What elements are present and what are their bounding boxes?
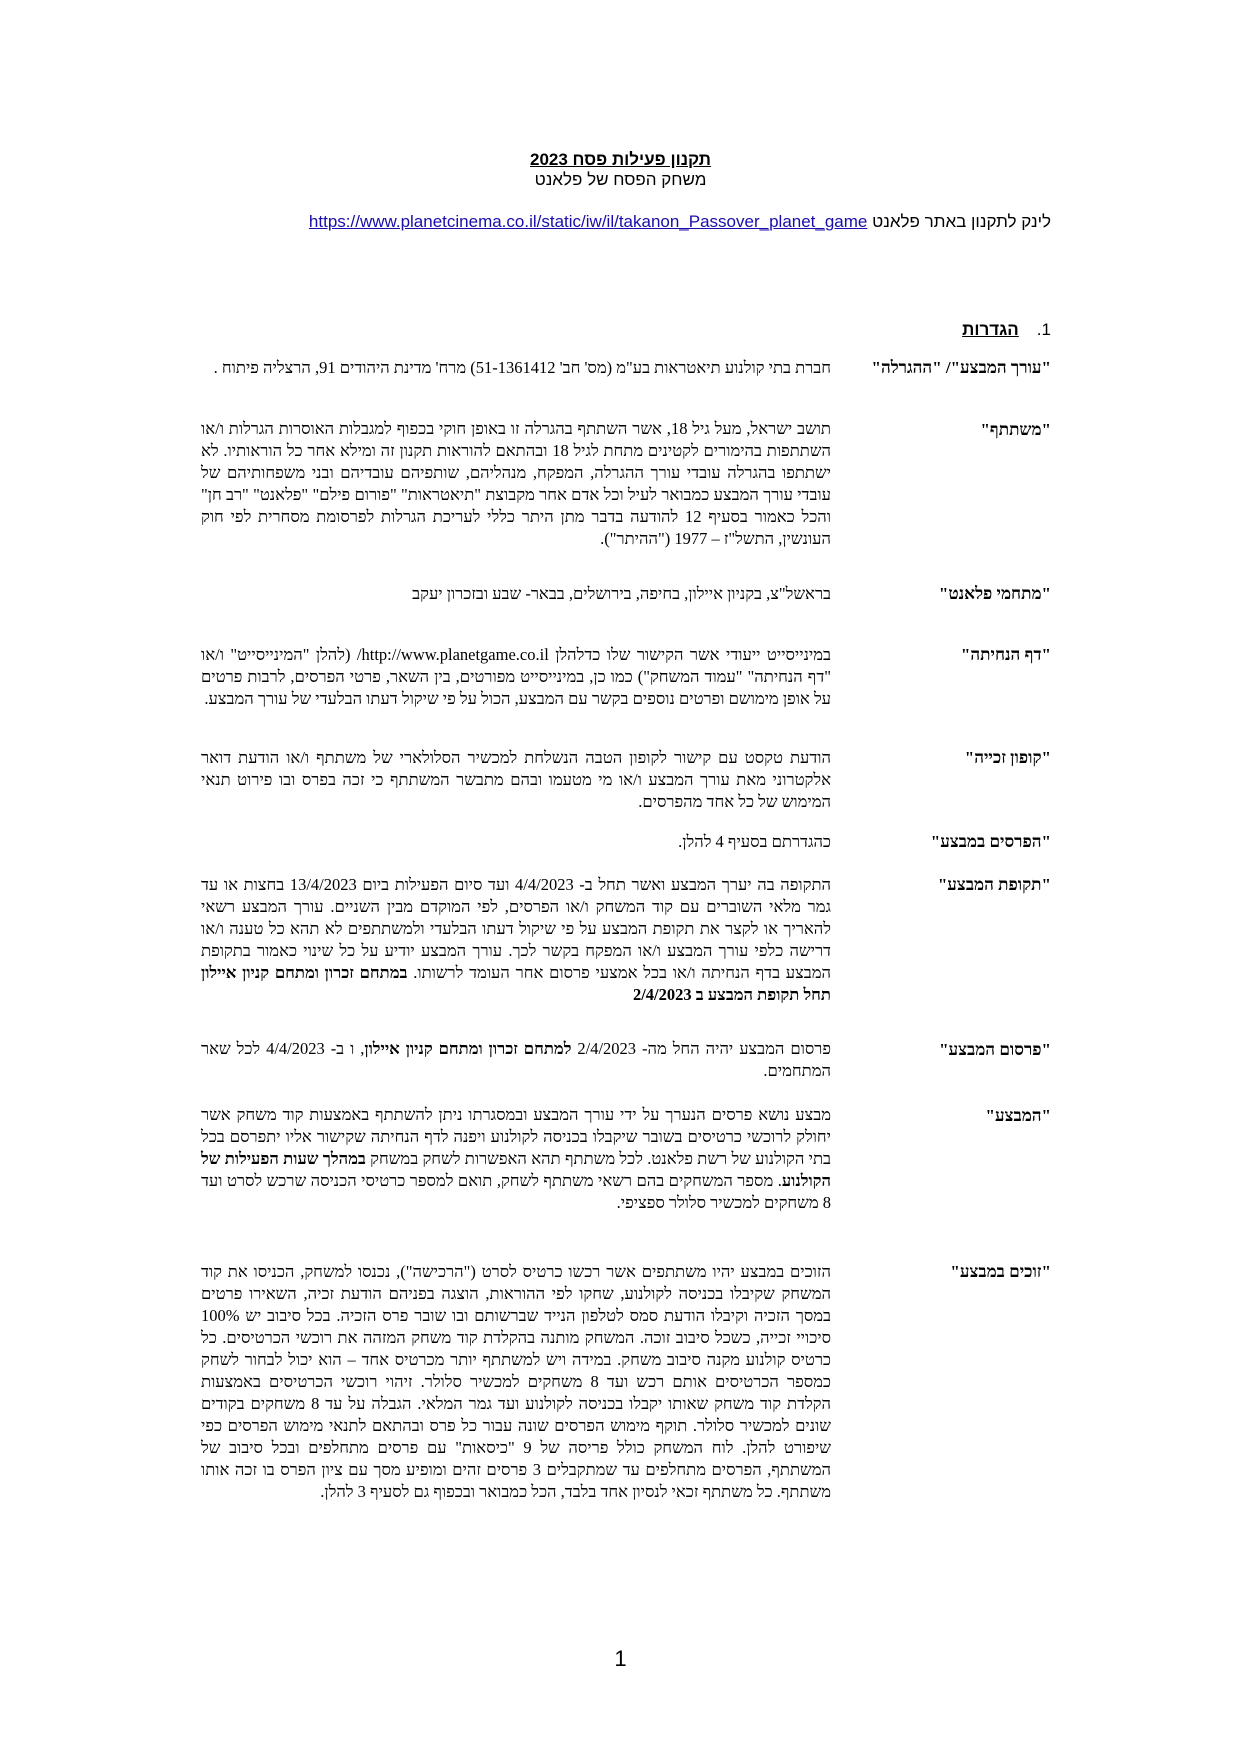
- takanon-link[interactable]: https://www.planetcinema.co.il/static/iw/il/takanon_Passover_planet_game: [308, 212, 868, 231]
- document-title: תקנון פעילות פסח 2023: [529, 150, 712, 169]
- term-campaign: "המבצע": [985, 1106, 1051, 1125]
- section-number: 1.: [1036, 320, 1051, 339]
- def-campaign-period: [201, 874, 831, 1006]
- def-campaign-text2: . מספר המשחקים בהם רשאי משתתף לשחק, תואם למספר כרטיסי הכניסה שרכש לסרט ועד 8 משחקים למכשיר סלולר ספציפי.: [201, 1171, 831, 1212]
- section-title: הגדרות: [962, 320, 1019, 339]
- term-win-coupon: "קופון זכייה": [964, 748, 1051, 767]
- def-campaign-text: מבצע נושא פרסים הנערך על ידי עורך המבצע ובמסגרתו ניתן להשתתף באמצעות קוד משחק אשר יחולק לרוכשי כרטיסים בשובר שיקבלו בכניסה לקולנוע ויפנה לדף הנחיתה שקישור אליו יתפרסם בכל בתי הקולנוע של רשת פלאנט. לכל משתתף תהא האפשרות לשחק במשחק: [201, 1105, 831, 1168]
- term-planet-venues: "מתחמי פלאנט": [938, 584, 1051, 603]
- term-winners: "זוכים במבצע": [950, 1262, 1051, 1281]
- def-organizer: חברת בתי קולנוע תיאטראות בע"מ (מס' חב' 51-1361412) מרח' מדינת היהודים 91, הרצליה פיתוח .: [213, 358, 831, 377]
- document-subtitle: משחק הפסח של פלאנט: [534, 170, 707, 189]
- term-publication: "פרסום המבצע": [939, 1040, 1051, 1059]
- takanon-link-line: [151, 212, 1051, 232]
- term-participant: "משתתף": [980, 420, 1051, 439]
- term-campaign-period: "תקופת המבצע": [937, 875, 1051, 894]
- def-win-coupon: הודעת טקסט עם קישור לקופון הטבה הנשלחת למכשיר הסלולארי של משתתף ו/או הודעת דואר אלקטרוני מאת עורך המבצע ו/או מי מטעמו ובהם מתבשר המשתתף כי זכה בפרס ובו פירוט תנאי המימוש של כל אחד מהפרסים.: [201, 748, 831, 811]
- def-campaign-bold: במהלך שעות הפעילות של הקולנוע: [201, 1149, 831, 1190]
- def-prizes: כהגדרתם בסעיף 4 להלן.: [678, 832, 831, 851]
- def-publication-bold: למתחם זכרון ומתחם קניון איילון: [364, 1039, 572, 1058]
- def-winners: הזוכים במבצע יהיו משתתפים אשר רכשו כרטיס לסרט ("הרכישה"), נכנסו למשחק, הכניסו את קוד המשחק שקיבלו בכניסה לקולנוע, שחקו לפי ההוראות, הוצגה בפניהם הודעת זכיה, השאירו פרטים במסך הזכיה וקיבלו הודעת סמס לטלפון הנייד שברשותם ובו שובר פרס הזכיה. בכל סיבוב יש 100% סיכויי זכייה, כשכל סיבוב זוכה. המשחק מותנה בהקלדת קוד משחק המזהה את רוכשי הכרטיסים. כל כרטיס קולנוע מקנה סיבוב משחק. במידה ויש למשתתף יותר מכרטיס אחד – הוא יכול לבחור לשחק כמספר הכרטיסים אותם רכש ועד 8 משחקים למכשיר סלולר. זיהוי רוכשי הכרטיסים באמצעות הקלדת קוד משחק שאותו יקבלו בכניסה לקולנוע ועד גמר המלאי. הגבלה על עד 8 משחקים בקודים שונים למכשיר סלולר. תוקף מימוש הפרסים שונה עבור כל פרס ובהתאם לתנאי מימוש הפרסים כפי שיפורט להלן. לוח המשחק כולל פריסה של 9 "כיסאות" עם פרסים מתחלפים ובכל סיבוב של המשתתף, הפרסים מתחלפים עד שמתקבלים 3 פרסים זהים ומופיע מסך עם ציון הפרס בו זכה אותו משתתף. כל משתתף זכאי לנסיון אחד בלבד, הכל כמבואר ובכפוף גם לסעיף 3 להלן.: [201, 1262, 831, 1501]
- def-campaign-period-text: התקופה בה יערך המבצע ואשר תחל ב- 4/4/2023 ועד סיום הפעילות ביום 13/4/2023 בחצות או עד גמר מלאי השוברים עם קוד המשחק ו/או הפרסים, לפי המוקדם מבין השניים. עורך המבצע רשאי להאריך או לקצר את תקופת המבצע על פי שיקול דעתו הבלעדי ולמשתתפים לא תהא כל טענה ו/או דרישה כלפי עורך המבצע ו/או המפקח בקשר לכך. עורך המבצע יודיע על כל שינוי כאמור בתקופת המבצע בדף הנחיתה ו/או בכל אמצעי פרסום אחר העומד לרשותו.: [201, 875, 832, 982]
- section-heading: [962, 320, 1051, 340]
- def-campaign: [201, 1104, 831, 1214]
- def-participant: תושב ישראל, מעל גיל 18, אשר השתתף בהגרלה זו באופן חוקי בכפוף למגבלות האוסרות הגרלות ו/או השתתפות בהימורים לקטינים מתחת לגיל 18 ובהתאם להוראות תקנון זה ומילא אחר כל הוראותיו. לא ישתתפו בהגרלה עובדי עורך ההגרלה, המפקח, מנהליהם, שותפיהם עובדיהם ובני משפחותיהם של עובדי עורך המבצע כמבואר לעיל וכל אדם אחר מקבוצת "תיאטראות" "פורום פילם" "פלאנט" "רב חן" והכל כאמור בסעיף 12 להודעה בדבר מתן היתר כללי לעריכת הגרלות לפרסומת מסחרית לפי חוק העונשין, התשל"ז – 1977 ("ההיתר").: [201, 419, 831, 548]
- link-label: לינק לתקנון באתר פלאנט: [872, 212, 1051, 231]
- def-publication: [201, 1038, 831, 1082]
- def-publication-text: פרסום המבצע יהיה החל מה- 2/4/2023: [577, 1039, 832, 1058]
- def-campaign-period-bold: במתחם זכרון ומתחם קניון איילון תחל תקופת המבצע ב 2/4/2023: [201, 963, 831, 1004]
- term-organizer: "עורך המבצע"/ "ההגרלה": [871, 358, 1051, 377]
- def-landing-page: במינייסייט ייעודי אשר הקישור שלו כדלהלן http://www.planetgame.co.il/ (להלן "המינייסייט" ו/או "דף הנחיתה" "עמוד המשחק") כמו כן, במינייסייט מפורטים, בין השאר, פרטי הפרסים, לרבות פרטים על אופן מימושם ופרטים נוספים בקשר עם המבצע, הכול על פי שיקול דעתו הבלעדי של עורך המבצע.: [201, 645, 831, 708]
- page-number: 1: [614, 1646, 627, 1671]
- def-planet-venues: בראשל"צ, בקניון איילון, בחיפה, בירושלים, בבאר- שבע ובזכרון יעקב: [412, 584, 831, 603]
- def-publication-text2: , ו ב- 4/4/2023 לכל שאר המתחמים.: [201, 1039, 831, 1080]
- term-landing-page: "דף הנחיתה": [960, 645, 1051, 664]
- term-prizes: "הפרסים במבצע": [930, 832, 1051, 851]
